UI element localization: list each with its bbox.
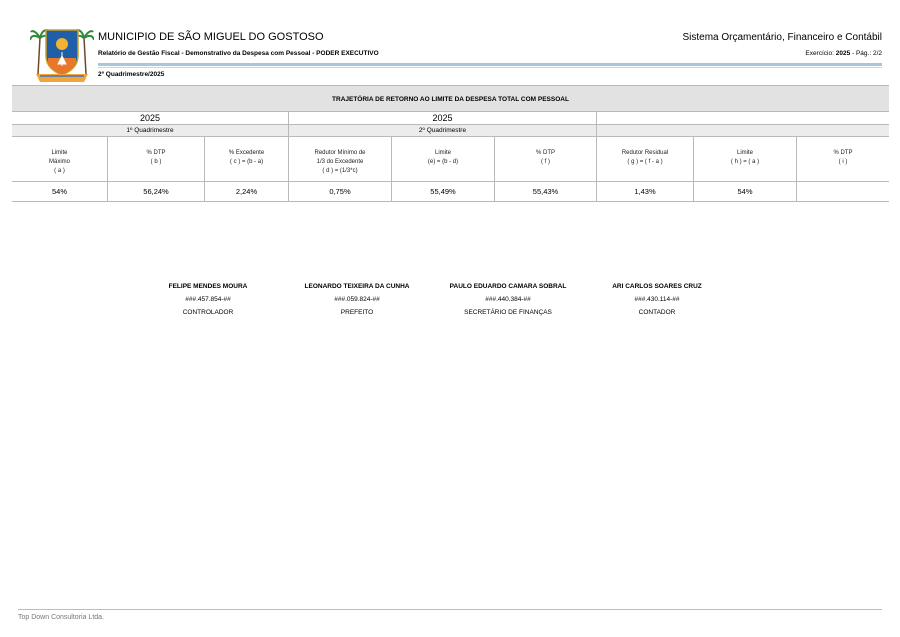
table-title: TRAJETÓRIA DE RETORNO AO LIMITE DA DESPESA TOTAL COM PESSOAL [12, 85, 889, 112]
page-number: - Pág.: 2/2 [852, 50, 882, 57]
exercise-year: 2025 [835, 50, 851, 57]
column-header-line: Redutor Mínimo de [314, 150, 366, 156]
group3-quadrimester [597, 125, 889, 137]
column-header [392, 137, 495, 182]
signatory-role: SECRETÁRIO DE FINANÇAS [464, 309, 552, 316]
column-header-line: Redutor Residual [621, 150, 669, 156]
header-rule-thin [98, 67, 882, 68]
trajectory-table [12, 85, 889, 202]
column-header-line: ( i ) [838, 159, 848, 165]
column-header-line: ( b ) [150, 159, 162, 165]
signatory-name: ARI CARLOS SOARES CRUZ [612, 283, 702, 290]
signatory-name: LEONARDO TEIXEIRA DA CUNHA [304, 283, 410, 290]
column-header-line: % Excedente [228, 150, 265, 156]
system-name: Sistema Orçamentário, Financeiro e Contábil [682, 32, 882, 43]
column-header [797, 137, 889, 182]
column-header [12, 137, 108, 182]
signature-block [133, 283, 283, 316]
exercise-label: Exercício: [805, 50, 834, 57]
footer-company: Top Down Consultoria Ltda. [18, 614, 104, 621]
column-header-line: 1/3 do Excedente [316, 159, 364, 165]
column-header-line: ( a ) [54, 168, 65, 174]
signatory-role: CONTADOR [638, 309, 676, 316]
municipality-name: MUNICIPIO DE SÃO MIGUEL DO GOSTOSO [98, 31, 324, 43]
value-min-reducer: 0,75% [289, 182, 392, 202]
column-header-line: ( c ) = (b - a) [229, 159, 264, 165]
signatory-name: PAULO EDUARDO CAMARA SOBRAL [449, 283, 567, 290]
column-header-line: ( g ) = ( f - a ) [627, 159, 663, 165]
signature-block [282, 283, 432, 316]
header-rule [98, 63, 882, 66]
column-header-line: ( h ) = ( a ) [730, 159, 760, 165]
column-header [495, 137, 597, 182]
report-period: 2º Quadrimestre/2025 [98, 71, 165, 78]
value-dtp-q1: 56,24% [108, 182, 205, 202]
value-limit-h: 54% [694, 182, 797, 202]
value-dtp-i [797, 182, 889, 202]
column-header-line: % DTP [146, 150, 166, 156]
quadrimester-row [12, 125, 889, 137]
group3-year [597, 112, 889, 125]
group1-quadrimester: 1º Quadrimestre [12, 125, 289, 137]
signatory-role: CONTROLADOR [182, 309, 234, 316]
value-limit-max: 54% [12, 182, 108, 202]
column-header-line: Limite [434, 150, 451, 156]
signatory-name: FELIPE MENDES MOURA [168, 283, 248, 290]
value-residual-reducer: 1,43% [597, 182, 694, 202]
column-header-line: % DTP [535, 150, 555, 156]
column-header-line: (e) = (b - d) [427, 159, 459, 165]
signature-block [433, 283, 583, 316]
report-title: Relatório de Gestão Fiscal - Demonstrativo da Despesa com Pessoal - PODER EXECUTIVO [98, 50, 379, 57]
value-dtp-q2: 55,43% [495, 182, 597, 202]
year-row [12, 112, 889, 125]
value-limit-e: 55,49% [392, 182, 495, 202]
column-header-line: % DTP [833, 150, 853, 156]
signatory-document: ###.440.384-## [485, 296, 531, 303]
column-header [694, 137, 797, 182]
value-excess: 2,24% [205, 182, 289, 202]
column-header [597, 137, 694, 182]
column-header-line: Máximo [48, 159, 70, 165]
column-header [205, 137, 289, 182]
signatory-role: PREFEITO [340, 309, 374, 316]
exercise-info [805, 50, 882, 57]
column-header-row [12, 137, 889, 182]
signatory-document: ###.430.114-## [634, 296, 680, 303]
group1-year: 2025 [12, 112, 289, 125]
column-header [108, 137, 205, 182]
signatory-document: ###.059.824-## [334, 296, 380, 303]
column-header-line: Limite [736, 150, 753, 156]
municipal-coat-of-arms-icon [30, 24, 94, 84]
footer-rule [18, 609, 882, 610]
column-header-line: Limite [51, 150, 68, 156]
group2-quadrimester: 2º Quadrimestre [289, 125, 597, 137]
column-header [289, 137, 392, 182]
table-row [12, 182, 889, 202]
column-header-line: ( d ) = (1/3*c) [322, 168, 358, 174]
group2-year: 2025 [289, 112, 597, 125]
column-header-line: ( f ) [541, 159, 550, 165]
signature-block [582, 283, 732, 316]
signatory-document: ###.457.854-## [185, 296, 231, 303]
